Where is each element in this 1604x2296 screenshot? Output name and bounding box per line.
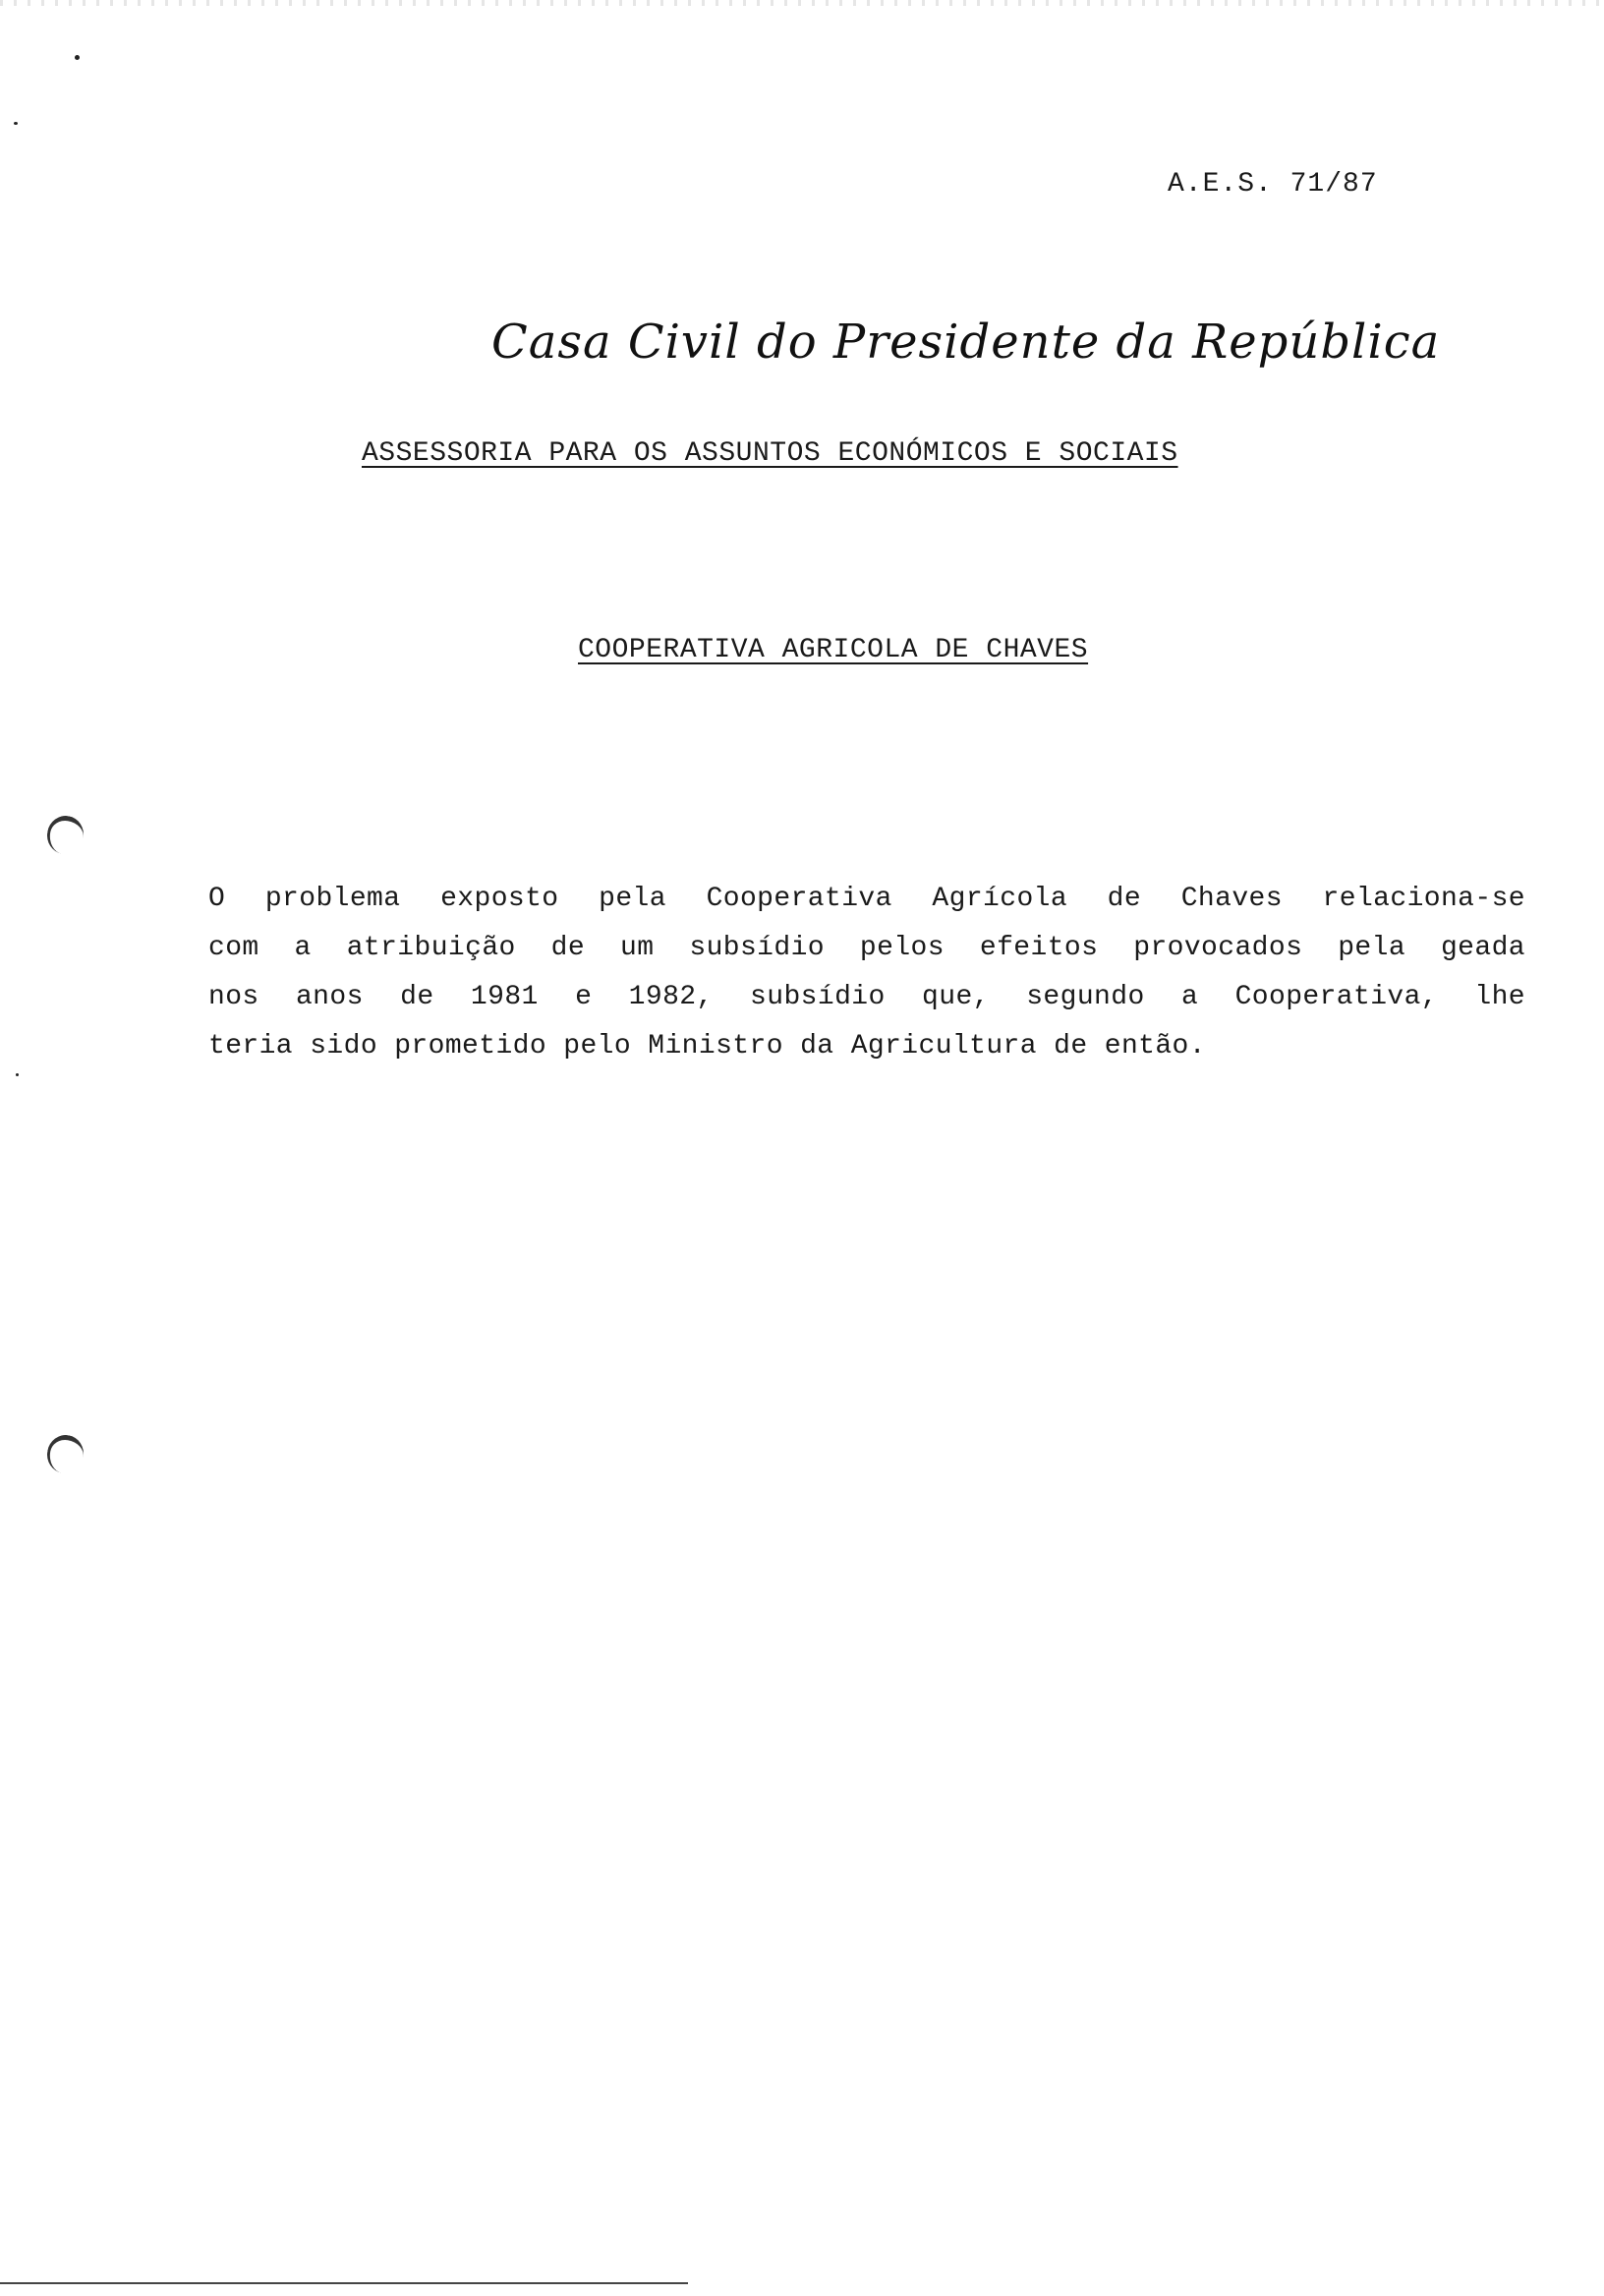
letterhead-script: Casa Civil do Presidente da República [491,315,1441,370]
subject-heading: COOPERATIVA AGRICOLA DE CHAVES [578,635,1089,665]
scan-edge-top [0,0,1604,6]
document-reference: A.E.S. 71/87 [1168,169,1378,200]
scan-speck [14,122,18,125]
scan-edge-bottom [0,2282,688,2284]
scan-speck [75,55,80,60]
binder-hole-mark [44,1432,86,1476]
body-paragraph [208,875,1525,1071]
body-line: O problema exposto pela Cooperativa Agrícola de Chaves relaciona-se [208,884,1525,914]
body-line: com a atribuição de um subsídio pelos efeitos provocados pela geada [208,933,1525,963]
scan-speck [16,1073,19,1076]
body-line: teria sido prometido pelo Ministro da Agricultura de então. [208,1031,1206,1062]
body-line: nos anos de 1981 e 1982, subsídio que, segundo a Cooperativa, lhe [208,982,1525,1012]
office-heading: ASSESSORIA PARA OS ASSUNTOS ECONÓMICOS E SOCIAIS [362,438,1178,469]
binder-hole-mark [44,813,86,857]
